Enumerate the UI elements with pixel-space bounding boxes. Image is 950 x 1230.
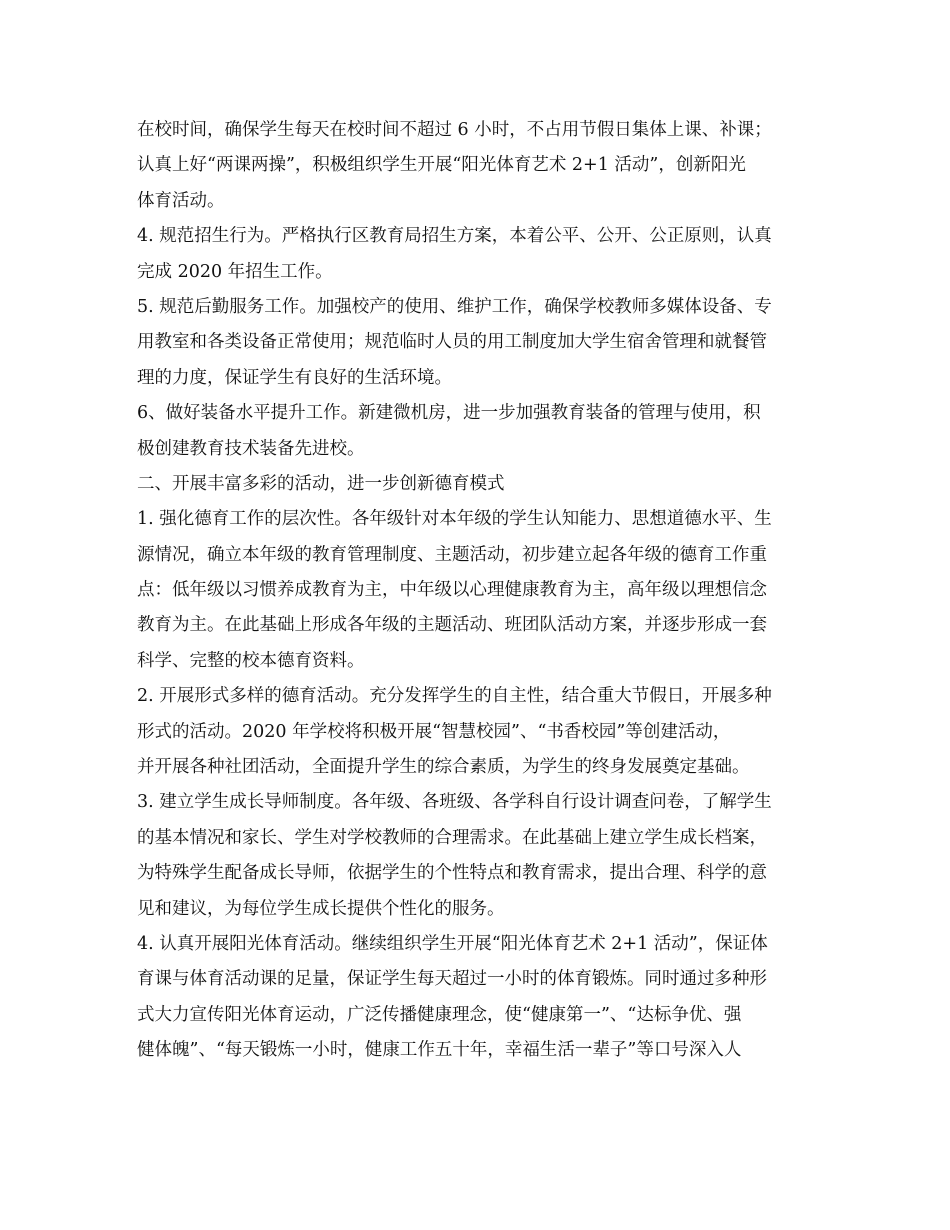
text-line: 源情况，确立本年级的教育管理制度、主题活动，初步建立起各年级的德育工作重 — [137, 544, 767, 565]
text-line: 6、做好装备水平提升工作。新建微机房，进一步加强教育装备的管理与使用，积 — [137, 403, 761, 424]
text-line: 形式的活动。2020 年学校将积极开展“智慧校园”、“书香校园”等创建活动， — [137, 721, 731, 742]
text-line: 理的力度，保证学生有良好的生活环境。 — [137, 367, 452, 388]
section-heading: 二、开展丰富多彩的活动，进一步创新德育模式 — [137, 473, 505, 494]
text-line: 4. 规范招生行为。严格执行区教育局招生方案，本着公平、公开、公正原则，认真 — [137, 226, 772, 247]
text-line: 的基本情况和家长、学生对学校教师的合理需求。在此基础上建立学生成长档案， — [137, 827, 767, 848]
text-line: 体育活动。 — [137, 190, 225, 211]
text-line: 4. 认真开展阳光体育活动。继续组织学生开展“阳光体育艺术 2+1 活动”，保证体 — [137, 933, 768, 954]
text-line: 式大力宣传阳光体育运动，广泛传播健康理念，使“健康第一”、“达标争优、强 — [137, 1004, 742, 1025]
text-line: 并开展各种社团活动，全面提升学生的综合素质，为学生的终身发展奠定基础。 — [137, 757, 750, 778]
document-body — [137, 113, 817, 1069]
text-line: 在校时间，确保学生每天在校时间不超过 6 小时，不占用节假日集体上课、补课； — [137, 120, 772, 140]
text-line: 极创建教育技术装备先进校。 — [137, 438, 365, 459]
text-line: 教育为主。在此基础上形成各年级的主题活动、班团队活动方案，并逐步形成一套 — [137, 615, 767, 636]
text-line: 见和建议，为每位学生成长提供个性化的服务。 — [137, 898, 505, 919]
text-line: 点：低年级以习惯养成教育为主，中年级以心理健康教育为主，高年级以理想信念 — [137, 580, 767, 601]
text-line: 5. 规范后勤服务工作。加强校产的使用、维护工作，确保学校教师多媒体设备、专 — [137, 296, 772, 317]
text-line: 为特殊学生配备成长导师，依据学生的个性特点和教育需求，提出合理、科学的意 — [137, 863, 767, 884]
text-line: 健体魄”、“每天锻炼一小时，健康工作五十年，幸福生活一辈子”等口号深入人 — [137, 1040, 742, 1061]
text-line: 科学、完整的校本德育资料。 — [137, 650, 365, 671]
text-line: 育课与体育活动课的足量，保证学生每天超过一小时的体育锻炼。同时通过多种形 — [137, 969, 767, 990]
text-line: 1. 强化德育工作的层次性。各年级针对本年级的学生认知能力、思想道德水平、生 — [137, 509, 772, 530]
text-line: 用教室和各类设备正常使用；规范临时人员的用工制度加大学生宿舍管理和就餐管 — [137, 332, 767, 353]
text-line: 完成 2020 年招生工作。 — [137, 261, 333, 282]
text-line: 3. 建立学生成长导师制度。各年级、各班级、各学科自行设计调查问卷，了解学生 — [137, 792, 772, 813]
text-line: 认真上好“两课两操”，积极组织学生开展“阳光体育艺术 2+1 活动”，创新阳光 — [137, 155, 746, 176]
text-line: 2. 开展形式多样的德育活动。充分发挥学生的自主性，结合重大节假日，开展多种 — [137, 686, 772, 707]
